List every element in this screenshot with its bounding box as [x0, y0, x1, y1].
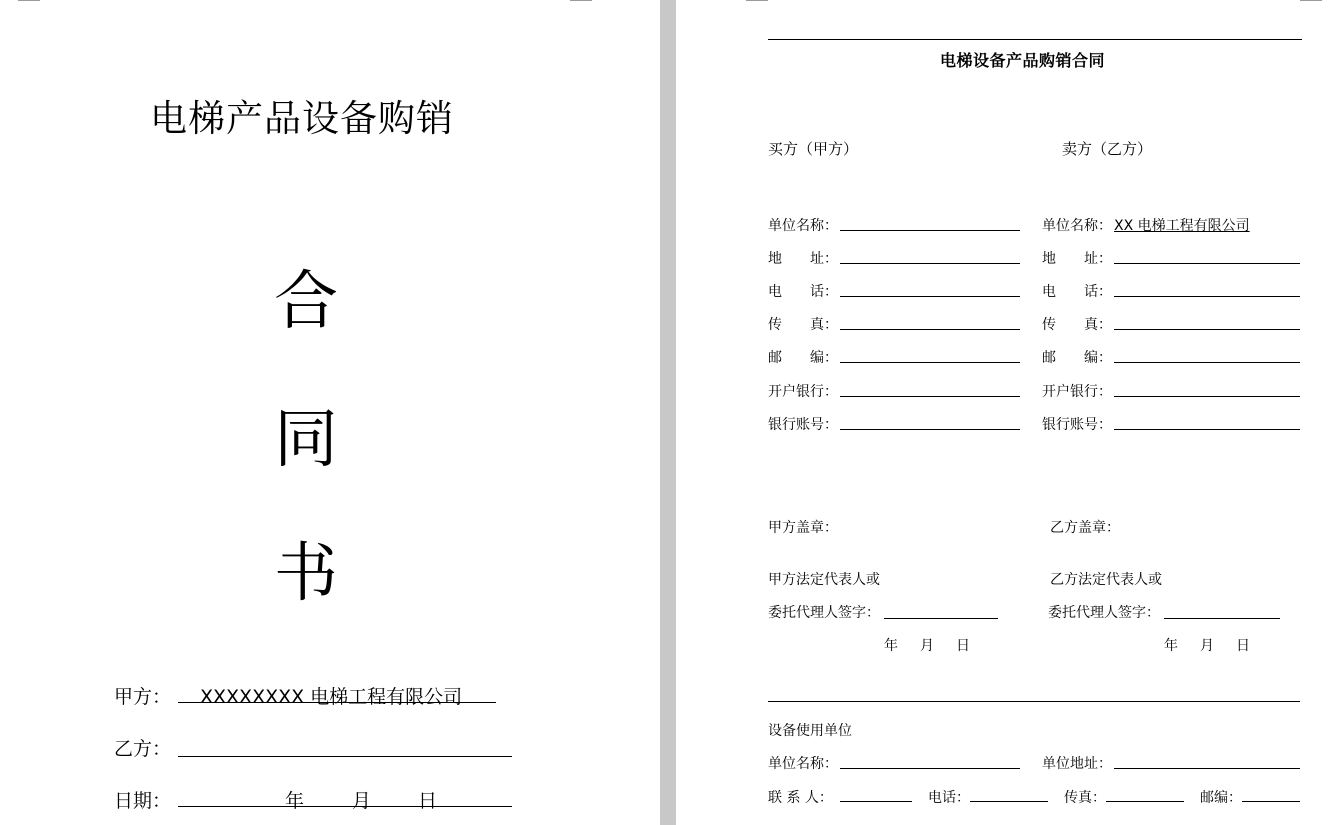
- seller-heading: 卖方（乙方）: [1062, 140, 1153, 158]
- fax-label: 传真：: [1064, 790, 1106, 806]
- seller-postcode-field[interactable]: [1114, 362, 1300, 363]
- party-b-signature-field[interactable]: [1164, 618, 1280, 619]
- buyer-heading: 买方（甲方）: [768, 140, 859, 158]
- user-unit-heading: 设备使用单位: [768, 723, 852, 739]
- buyer-bank-label: 开户银行：: [768, 384, 838, 400]
- cover-title: 电梯产品设备购销: [150, 97, 454, 140]
- seller-address-label: 地 址：: [1042, 251, 1112, 267]
- party-b-rep-line2: 委托代理人签字：: [1048, 605, 1160, 621]
- buyer-address-label: 地 址：: [768, 251, 838, 267]
- postcode-field[interactable]: [1242, 801, 1300, 802]
- buyer-bank-field[interactable]: [840, 396, 1020, 397]
- page-corner-mark: [18, 0, 40, 1]
- seller-bank-label: 开户银行：: [1042, 384, 1112, 400]
- contact-label: 联 系 人：: [768, 790, 833, 806]
- buyer-address-field[interactable]: [840, 263, 1020, 264]
- seller-unit-name-value: XX 电梯工程有限公司: [1114, 218, 1250, 234]
- seller-postcode-label: 邮 编：: [1042, 350, 1112, 366]
- cover-char-tong: 同: [274, 403, 338, 477]
- party-b-rep-line1: 乙方法定代表人或: [1050, 572, 1162, 588]
- buyer-postcode-label: 邮 编：: [768, 350, 838, 366]
- party-a-month: 月: [920, 638, 934, 654]
- cover-page: [0, 0, 660, 825]
- buyer-phone-field[interactable]: [840, 296, 1020, 297]
- buyer-fax-label: 传 真：: [768, 317, 838, 333]
- party-b-year: 年: [1164, 638, 1178, 654]
- buyer-postcode-field[interactable]: [840, 362, 1020, 363]
- seller-address-field[interactable]: [1114, 263, 1300, 264]
- party-b-label: 乙方：: [114, 738, 172, 760]
- tel-label: 电话：: [928, 790, 970, 806]
- page-corner-mark: [570, 0, 592, 1]
- date-day: 日: [418, 790, 438, 812]
- page-corner-mark: [746, 0, 768, 1]
- postcode-label: 邮编：: [1200, 790, 1242, 806]
- date-year: 年: [285, 790, 305, 812]
- header-rule: [768, 39, 1302, 40]
- party-b-month: 月: [1200, 638, 1214, 654]
- contact-field[interactable]: [840, 801, 912, 802]
- user-unit-name-label: 单位名称：: [768, 756, 838, 772]
- seller-bank-field[interactable]: [1114, 396, 1300, 397]
- cover-char-shu: 书: [274, 537, 338, 611]
- buyer-fax-field[interactable]: [840, 329, 1020, 330]
- party-a-seal-label: 甲方盖章：: [768, 520, 838, 536]
- party-a-rep-line2: 委托代理人签字：: [768, 605, 880, 621]
- buyer-account-label: 银行账号：: [768, 417, 838, 433]
- buyer-unit-name-field[interactable]: [840, 230, 1020, 231]
- seller-phone-field[interactable]: [1114, 296, 1300, 297]
- date-underline: [178, 806, 512, 807]
- seller-account-label: 银行账号：: [1042, 417, 1112, 433]
- seller-fax-label: 传 真：: [1042, 317, 1112, 333]
- buyer-account-field[interactable]: [840, 429, 1020, 430]
- party-a-value: XXXXXXXX 电梯工程有限公司: [200, 686, 463, 708]
- party-b-day: 日: [1236, 638, 1250, 654]
- user-unit-address-label: 单位地址：: [1042, 756, 1112, 772]
- user-unit-address-field[interactable]: [1114, 768, 1300, 769]
- seller-account-field[interactable]: [1114, 429, 1300, 430]
- contract-title: 电梯设备产品购销合同: [940, 51, 1106, 70]
- contract-page: [676, 0, 1336, 825]
- party-a-signature-field[interactable]: [884, 618, 998, 619]
- seller-phone-label: 电 话：: [1042, 284, 1112, 300]
- seller-fax-field[interactable]: [1114, 329, 1300, 330]
- party-a-year: 年: [884, 638, 898, 654]
- party-a-day: 日: [956, 638, 970, 654]
- page-corner-mark: [1300, 0, 1322, 1]
- party-b-underline: [178, 756, 512, 757]
- party-b-seal-label: 乙方盖章：: [1050, 520, 1120, 536]
- user-unit-name-field[interactable]: [840, 768, 1020, 769]
- party-a-label: 甲方：: [114, 686, 172, 708]
- date-label: 日期：: [114, 790, 172, 812]
- party-a-rep-line1: 甲方法定代表人或: [768, 572, 880, 588]
- seller-unit-name-label: 单位名称：: [1042, 218, 1112, 234]
- tel-field[interactable]: [970, 801, 1048, 802]
- cover-char-he: 合: [274, 265, 338, 339]
- section-rule: [768, 701, 1300, 702]
- fax-field[interactable]: [1106, 801, 1184, 802]
- page-gutter: [660, 0, 676, 825]
- buyer-unit-name-label: 单位名称：: [768, 218, 838, 234]
- buyer-phone-label: 电 话：: [768, 284, 838, 300]
- date-month: 月: [352, 790, 372, 812]
